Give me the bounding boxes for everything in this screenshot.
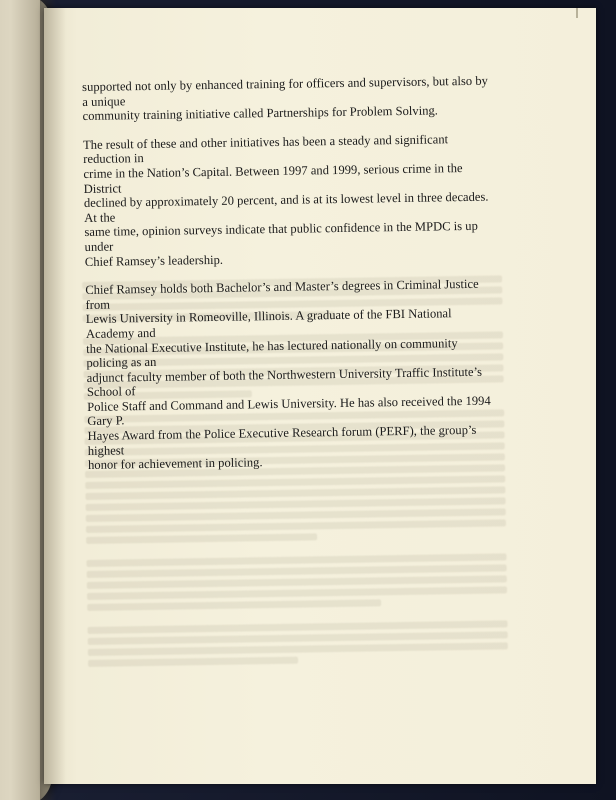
paragraph-crime-reduction: The result of these and other initiatives has been a steady and significant reduction in crime in the Nation’s Capital. Between 1997 and 1999, serious crime in the District declined by approximately 20 percent, and is at its lowest level in three decades. At the same time, opinion surveys indicate that public confidence in the MPDC is up under Chief Ramsey’s leadership. <box>82 132 489 269</box>
page-edge-mark <box>576 8 578 18</box>
document-body <box>82 74 498 487</box>
paragraph-biography: Chief Ramsey holds both Bachelor’s and Master’s degrees in Criminal Justice from Lewis University in Romeoville, Illinois. A graduate of the FBI National Academy and the National Executive Institute, he has lectured nationally on community policing as an adjunct faculty member of both the Northwestern University Traffic Institute’s School of Police Staff and Command and Lewis University. He has also received the 1994 Gary P. Hayes Award from the Police Executive Research forum (PERF), the group’s highest honor for achievement in policing. <box>85 276 491 473</box>
paragraph-training: supported not only by enhanced training for officers and supervisors, but also by a unique community training initiative called Partnerships for Problem Solving. <box>82 73 489 124</box>
document-page <box>44 8 596 784</box>
